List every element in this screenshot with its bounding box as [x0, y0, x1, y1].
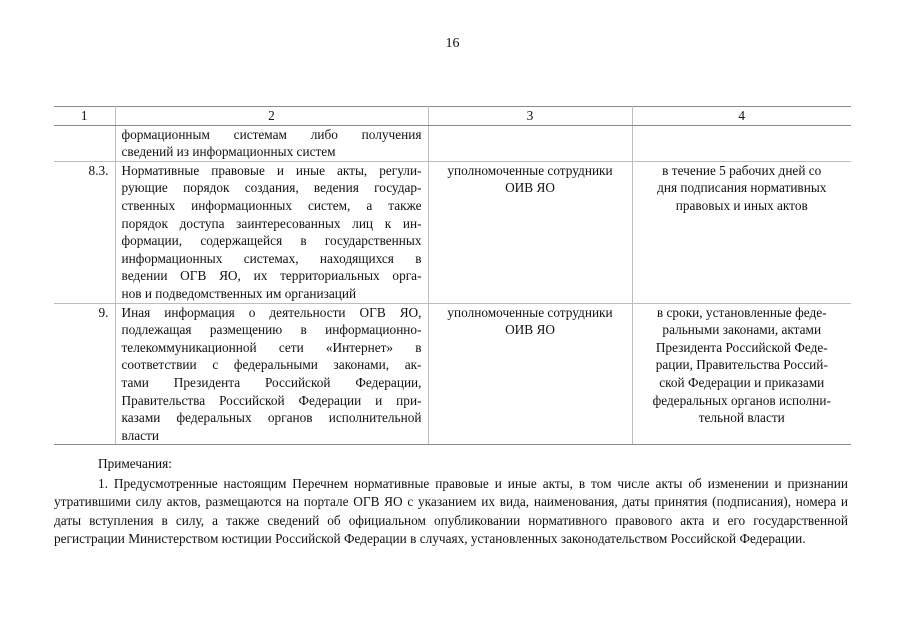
row-description-line: Иная информация о деятельности ОГВ ЯО, [121, 304, 422, 320]
row-deadline [632, 161, 851, 303]
row-number: 8.3. [54, 161, 115, 303]
row-description-line: информационных системах, находящихся в [121, 250, 422, 266]
row-description-line: ственных информационных систем, а также [121, 197, 422, 213]
row-deadline-line: ральными законами, актами [662, 322, 822, 338]
row-responsible-line: ОИВ ЯО [505, 322, 555, 338]
row-description-line: власти [121, 427, 159, 443]
table-row [54, 161, 851, 303]
row-description-line: телекоммуникационной сети «Интернет» в [121, 339, 422, 355]
row-description-line: Правительства Российской Федерации и при- [121, 392, 422, 408]
column-header-4: 4 [632, 107, 851, 126]
row-description-line: нов и подведомственных им организаций [121, 285, 357, 301]
table-row [54, 303, 851, 445]
row-description-line: соответствии с федеральными законами, ак- [121, 357, 422, 373]
notes-title: Примечания: [98, 456, 172, 471]
row-deadline [632, 303, 851, 445]
row-number [54, 125, 115, 161]
row-responsible [428, 161, 632, 303]
column-header-2: 2 [115, 107, 428, 126]
page-number: 16 [445, 36, 460, 51]
row-description-line: ведении ОГВ ЯО, их территориальных орга- [121, 268, 422, 284]
row-deadline-line: правовых и иных актов [675, 197, 808, 213]
row-description [115, 125, 428, 161]
row-responsible [428, 303, 632, 445]
row-description [115, 161, 428, 303]
row-deadline-line: в течение 5 рабочих дней со [662, 162, 822, 178]
row-responsible [428, 125, 632, 161]
row-deadline [632, 125, 851, 161]
row-description-line: казами федеральных органов исполнительной [121, 410, 422, 426]
row-description-line: формации, содержащейся в государственных [121, 233, 422, 249]
row-description-line: сведений из информационных систем [121, 144, 336, 160]
publication-table [54, 106, 851, 445]
row-description-line: тами Президента Российской Федерации, [121, 374, 422, 390]
row-responsible-line: ОИВ ЯО [505, 180, 555, 196]
row-deadline-line: тельной власти [698, 410, 785, 426]
table-row [54, 125, 851, 161]
notes-section [54, 455, 848, 548]
column-header-3: 3 [428, 107, 632, 126]
row-deadline-line: федеральных органов исполни- [652, 392, 831, 408]
row-responsible-line: уполномоченные сотрудники [447, 304, 613, 320]
row-description-line: формационным системам либо получения [121, 126, 422, 142]
row-deadline-line: рации, Правительства Россий- [655, 357, 828, 373]
table-header-row [54, 107, 851, 126]
row-responsible-line: уполномоченные сотрудники [447, 162, 613, 178]
row-description-line: рующие порядок создания, ведения государ- [121, 180, 422, 196]
row-description-line: подлежащая размещению в информационно- [121, 322, 422, 338]
row-description-line: Нормативные правовые и иные акты, регули- [121, 162, 422, 178]
row-deadline-line: дня подписания нормативных [657, 180, 827, 196]
table-body [54, 125, 851, 445]
row-description-line: порядок доступа заинтересованных лиц к ин- [121, 215, 422, 231]
row-deadline-line: в сроки, установленные феде- [656, 304, 827, 320]
row-deadline-line: ской Федерации и приказами [659, 374, 825, 390]
note-item-1: 1. Предусмотренные настоящим Перечнем нормативные правовые и иные акты, в том числе акты об изменении и признании утратившими силу актов, размещаются на портале ОГВ ЯО с указанием их вида, наименования, даты принятия (подписания), номера и даты вступления в силу, а также сведений об официальном опубликовании нормативного правового акта и его государственной регистрации Министерством юстиции Российской Федерации в случаях, установленных законодательством Российской Федерации. [54, 476, 848, 546]
column-header-1: 1 [54, 107, 115, 126]
row-number: 9. [54, 303, 115, 445]
row-deadline-line: Президента Российской Феде- [655, 339, 828, 355]
row-description [115, 303, 428, 445]
